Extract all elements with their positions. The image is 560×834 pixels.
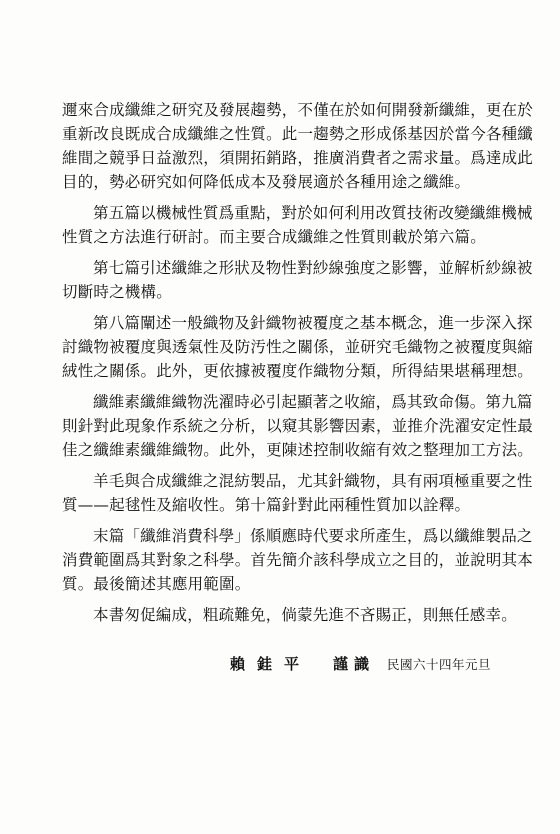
- text-line: 絨性之關係。此外，更依據被覆度作織物分類，所得結果堪稱理想。: [62, 362, 534, 380]
- text-line: 佳之纖維素纖維織物。此外，更陳述控制收縮有效之整理加工方法。: [62, 441, 534, 459]
- text-line: 第五篇以機械性質爲重點，對於如何利用改質技術改變纖維機械: [93, 204, 533, 222]
- text-line: 質——起毬性及縮收性。第十篇針對此兩種性質加以詮釋。: [62, 496, 471, 514]
- text-line: 切斷時之機構。: [62, 283, 172, 301]
- text-line: 則針對此現象作系統之分析，以窺其影響因素，並推介洗濯安定性最: [62, 417, 534, 435]
- text-line: 第七篇引述纖維之形狀及物性對紗線強度之影響，並解析紗線被: [93, 259, 533, 277]
- text-line: 末篇「纖維消費科學」係順應時代要求所產生，爲以纖維製品之: [93, 527, 533, 545]
- text-line: 性質之方法進行研討。而主要合成纖維之性質則載於第六篇。: [62, 228, 486, 246]
- preface-text: [62, 98, 540, 627]
- text-line: 邇來合成纖維之研究及發展趨勢，不僅在於如何開發新纖維，更在於: [62, 101, 534, 119]
- text-line: 維間之競爭日益激烈，須開拓銷路，推廣消費者之需求量。爲達成此: [62, 149, 534, 167]
- respect-mark: 謹識: [333, 655, 376, 673]
- signature-line: [230, 652, 491, 676]
- text-line: 第八篇闡述一般織物及針織物被覆度之基本概念，進一步深入探: [93, 314, 533, 332]
- text-line: 消費範圍爲其對象之科學。首先簡介該科學成立之目的，並說明其本: [62, 551, 534, 569]
- text-line: 討織物被覆度與透氣性及防汚性之關係，並研究毛織物之被覆度與縮: [62, 338, 534, 356]
- text-line: 纖維素纖維織物洗濯時必引起顯著之收縮，爲其致命傷。第九篇: [93, 393, 533, 411]
- text-line: 羊毛與合成纖維之混紡製品，尤其針織物，具有兩項極重要之性: [93, 472, 533, 490]
- text-line: 目的，勢必研究如何降低成本及發展適於各種用途之纖維。: [62, 173, 471, 191]
- text-line: 質。最後簡述其應用範圍。: [62, 575, 251, 593]
- author-name: 賴銈平: [230, 655, 312, 673]
- text-line: 重新改良既成合成纖維之性質。此一趨勢之形成係基因於當今各種纖: [62, 125, 534, 143]
- signature-date: 民國六十四年元旦: [387, 657, 492, 672]
- text-line: 本書匆促編成，粗疏難免，倘蒙先進不吝賜正，則無任感幸。: [93, 606, 517, 624]
